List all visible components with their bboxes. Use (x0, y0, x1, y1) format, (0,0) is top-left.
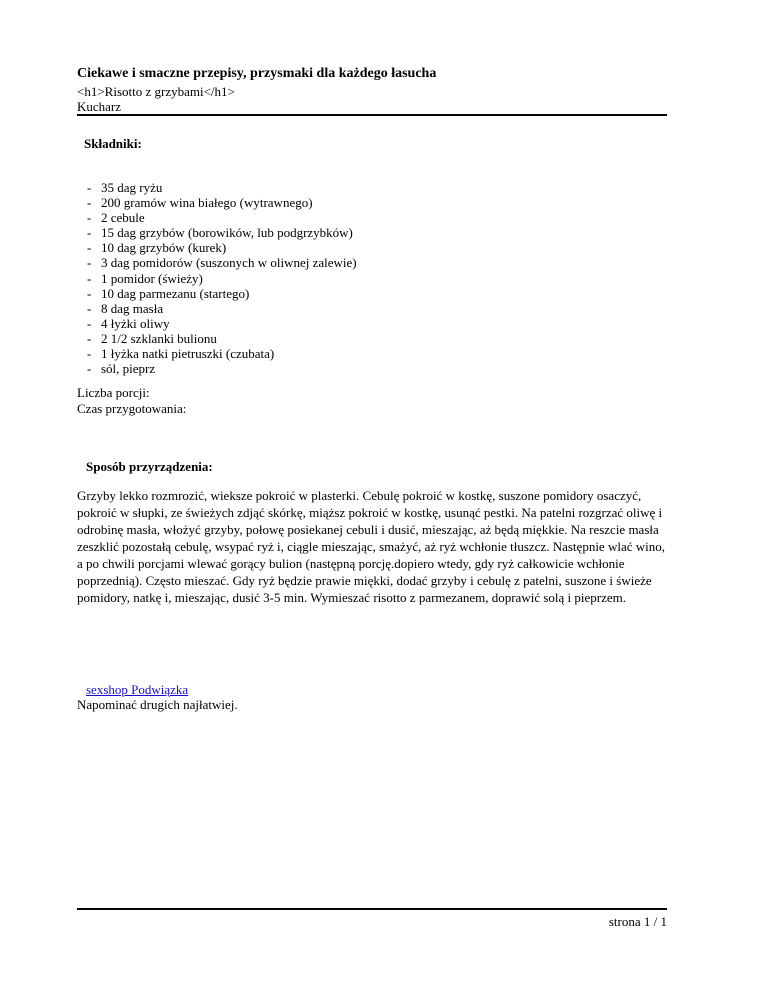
document-page (77, 0, 667, 994)
top-divider (77, 114, 667, 116)
list-dash: - (87, 180, 92, 195)
bottom-divider (77, 908, 667, 910)
ingredient-text: 2 1/2 szklanki bulionu (101, 330, 217, 346)
prep-time-label: Czas przygotowania: (77, 401, 187, 416)
ingredient-text: sól, pieprz (101, 361, 156, 377)
list-dash: - (87, 195, 92, 211)
ingredient-item (87, 316, 357, 331)
recipe-title: <h1>Risotto z grzybami</h1> (77, 84, 235, 99)
list-dash: - (87, 346, 92, 362)
list-dash: - (87, 315, 92, 331)
ingredient-item (87, 255, 357, 270)
ingredient-text: 8 dag masła (101, 300, 164, 316)
ingredient-text: 10 dag parmezanu (startego) (101, 285, 250, 301)
ingredients-title: Składniki: (84, 136, 142, 151)
ingredient-item (87, 210, 357, 225)
list-dash: - (87, 240, 92, 256)
ingredient-text: 1 pomidor (świeży) (101, 270, 203, 286)
site-title: Ciekawe i smaczne przepisy, przysmaki dla każdego łasucha (77, 66, 437, 81)
list-dash: - (87, 225, 92, 241)
sponsor-link[interactable]: sexshop Podwiązka (86, 682, 189, 697)
ingredients-list (87, 180, 357, 376)
ingredient-item (87, 331, 357, 346)
ingredient-item (87, 286, 357, 301)
ingredient-item (87, 301, 357, 316)
page-number: strona 1 / 1 (608, 914, 667, 929)
ingredient-item (87, 346, 357, 361)
list-dash: - (87, 330, 92, 346)
method-text: Grzyby lekko rozmrozić, wieksze pokroić w plasterki. Cebulę pokroić w kostkę, suszone pomidory osaczyć, pokroić w słupki, ze świeżych zdjąć skórkę, miąższ pokroić w kostkę, usunąć pestki. Na patelni rozgrzać oliwę i odrobinę masła, włożyć grzyby, połowę posiekanej cebuli i dusić, mieszając, aż będą miękkie. Na reszcie masła zeszklić pozostałą cebulę, wsypać ryż i, ciągle mieszając, smażyć, aż ryż wchłonie tłuszcz. Następnie wlać wino, a po chwili porcjami wlewać gorący bulion (następną porcję.dopiero wtedy, gdy ryż całkowicie wchłonie poprzednią). Często mieszać. Gdy ryż będzie prawie miękki, dodać grzyby i cebulę z patelni, suszone i świeże pomidory, natkę i, mieszając, dusić 3-5 min. Wymieszać risotto z parmezanem, doprawić solą i pieprzem. (77, 488, 665, 605)
method-title: Sposób przyrządzenia: (86, 459, 213, 474)
ingredient-item (87, 180, 357, 195)
ingredient-item (87, 240, 357, 255)
list-dash: - (87, 270, 92, 286)
ingredient-text: 4 łyżki oliwy (101, 315, 170, 331)
ingredient-text: 2 cebule (101, 210, 145, 226)
ingredient-text: 15 dag grzybów (borowików, lub podgrzybków) (101, 225, 353, 241)
proverb-text: Napominać drugich najłatwiej. (77, 697, 238, 712)
ingredient-text: 35 dag ryżu (101, 180, 163, 195)
ingredient-item (87, 225, 357, 240)
list-dash: - (87, 285, 92, 301)
list-dash: - (87, 255, 92, 271)
ingredient-text: 200 gramów wina białego (wytrawnego) (101, 195, 313, 211)
list-dash: - (87, 361, 92, 377)
list-dash: - (87, 210, 92, 226)
ingredient-item (87, 195, 357, 210)
ingredient-text: 3 dag pomidorów (suszonych w oliwnej zalewie) (101, 255, 357, 271)
portions-label: Liczba porcji: (77, 385, 150, 400)
ingredient-item (87, 361, 357, 376)
author-label: Kucharz (77, 99, 122, 114)
ingredient-item (87, 271, 357, 286)
ingredient-text: 1 łyżka natki pietruszki (czubata) (101, 346, 275, 362)
ingredient-text: 10 dag grzybów (kurek) (101, 240, 227, 256)
list-dash: - (87, 300, 92, 316)
